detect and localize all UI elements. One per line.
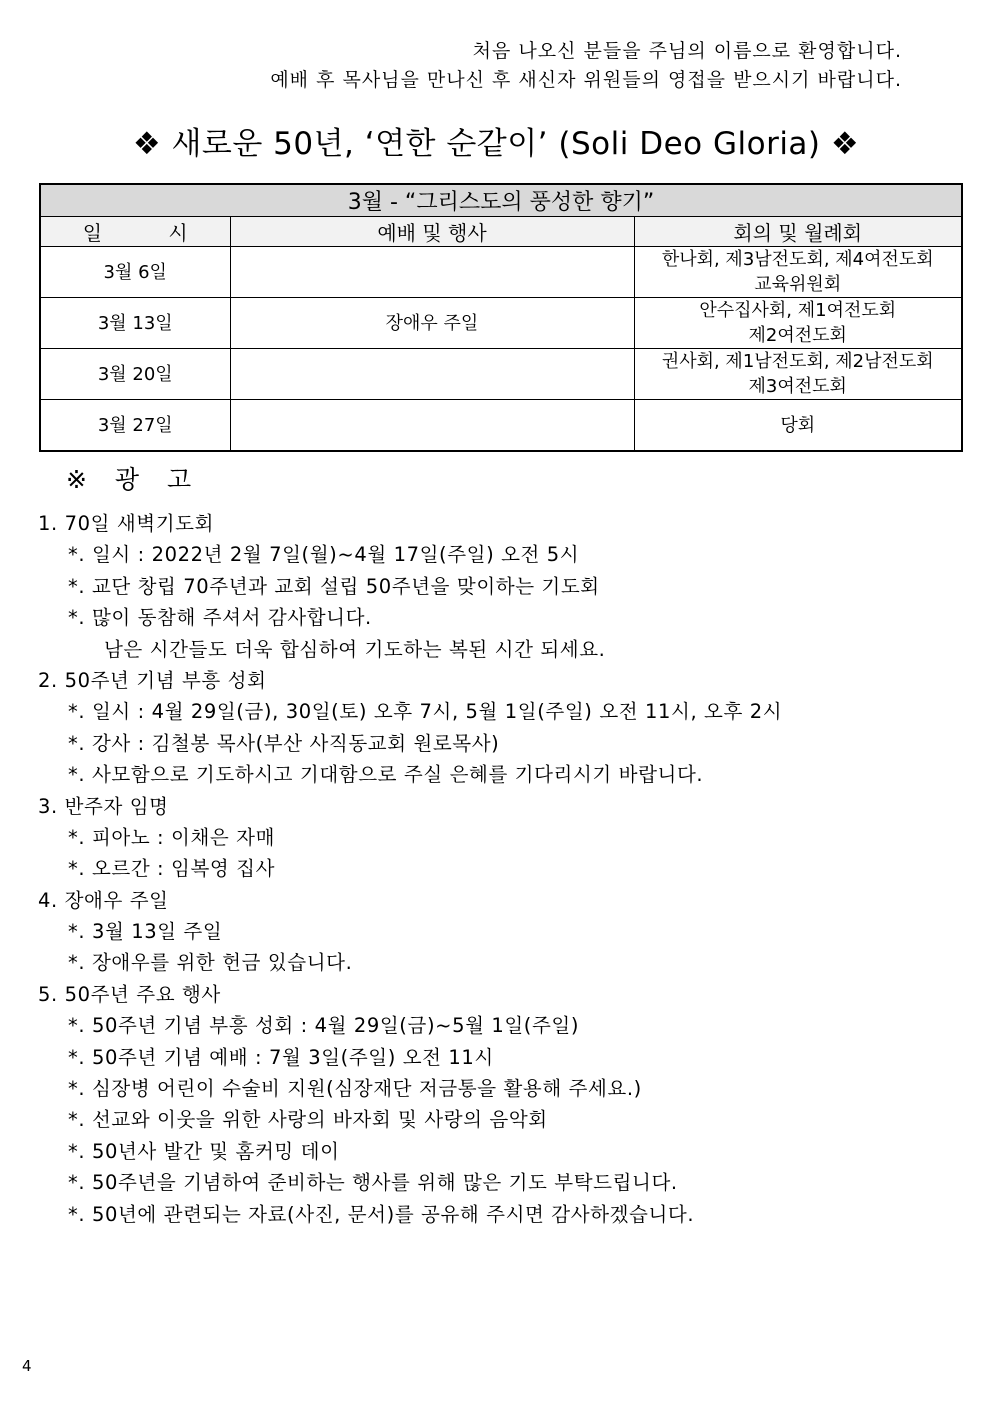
meeting-line: 안수집사회, 제1여전도회 xyxy=(699,300,897,321)
notice-heading: ※ 광 고 xyxy=(66,465,202,494)
meeting-line: 제2여전도회 xyxy=(748,325,847,346)
row-date: 3월 13일 xyxy=(40,298,230,349)
table-row xyxy=(40,298,962,349)
notice-line: *. 강사 : 김철봉 목사(부산 사직동교회 원로목사) xyxy=(68,731,500,755)
row-service xyxy=(230,400,634,452)
page-number: 4 xyxy=(22,1357,32,1375)
notice-line: *. 사모함으로 기도하시고 기대함으로 주실 은혜를 기다리시기 바랍니다. xyxy=(68,763,704,787)
notice-line: *. 50주년을 기념하여 준비하는 행사를 위해 많은 기도 부탁드립니다. xyxy=(68,1171,678,1195)
notice-title: 3. 반주자 임명 xyxy=(38,794,169,818)
row-date: 3월 20일 xyxy=(40,349,230,400)
row-meeting xyxy=(634,298,962,349)
welcome-line-1: 처음 나오신 분들을 주님의 이름으로 환영합니다. xyxy=(472,40,902,62)
notice-line: *. 심장병 어린이 수술비 지원(심장재단 저금통을 활용해 주세요.) xyxy=(68,1077,642,1101)
notice-title: 5. 50주년 주요 행사 xyxy=(38,982,221,1006)
row-date: 3월 6일 xyxy=(40,247,230,298)
notice-line: *. 많이 동참해 주셔서 감사합니다. xyxy=(68,606,372,630)
row-meeting xyxy=(634,400,962,452)
row-service: 장애우 주일 xyxy=(230,298,634,349)
notice-line: *. 오르간 : 임복영 집사 xyxy=(68,857,276,881)
meeting-line: 당회 xyxy=(780,414,816,436)
meeting-line: 권사회, 제1남전도회, 제2남전도회 xyxy=(661,351,934,372)
header-meeting: 회의 및 월례회 xyxy=(634,217,962,247)
notice-line: *. 50년에 관련되는 자료(사진, 문서)를 공유해 주시면 감사하겠습니다. xyxy=(68,1202,695,1226)
row-date: 3월 27일 xyxy=(40,400,230,452)
notice-title: 4. 장애우 주일 xyxy=(38,888,169,912)
meeting-line: 제3여전도회 xyxy=(748,376,847,397)
notice-line: *. 피아노 : 이채은 자매 xyxy=(68,825,276,849)
table-row xyxy=(40,349,962,400)
row-service xyxy=(230,247,634,298)
notice-line: *. 50년사 발간 및 홈커밍 데이 xyxy=(68,1139,340,1163)
notice-line: 남은 시간들도 더욱 합심하여 기도하는 복된 시간 되세요. xyxy=(104,637,606,661)
row-meeting xyxy=(634,349,962,400)
notice-title: 2. 50주년 기념 부흥 성회 xyxy=(38,668,267,692)
header-date: 일 시 xyxy=(40,217,230,247)
notice-line: *. 일시 : 2022년 2월 7일(월)~4월 17일(주일) 오전 5시 xyxy=(68,543,580,567)
notice-line: *. 일시 : 4월 29일(금), 30일(토) 오후 7시, 5월 1일(주일) 오전 11시, 오후 2시 xyxy=(68,700,783,724)
page-title: ❖ 새로운 50년, ‘연한 순같이’ (Soli Deo Gloria) ❖ xyxy=(132,126,860,162)
notice-line: *. 장애우를 위한 헌금 있습니다. xyxy=(68,951,353,975)
notice-line: *. 선교와 이웃을 위한 사랑의 바자회 및 사랑의 음악회 xyxy=(68,1108,548,1132)
notice-line: *. 50주년 기념 예배 : 7월 3일(주일) 오전 11시 xyxy=(68,1045,494,1069)
welcome-line-2: 예배 후 목사님을 만나신 후 새신자 위원들의 영접을 받으시기 바랍니다. xyxy=(270,69,902,91)
notice-title: 1. 70일 새벽기도회 xyxy=(38,512,215,535)
notice-line: *. 50주년 기념 부흥 성회 : 4월 29일(금)~5월 1일(주일) xyxy=(68,1014,580,1038)
announcement-list xyxy=(38,508,782,1230)
schedule-table xyxy=(39,183,963,452)
meeting-line: 교육위원회 xyxy=(754,274,842,295)
table-row xyxy=(40,400,962,452)
row-meeting xyxy=(634,247,962,298)
notice-line: *. 3월 13일 주일 xyxy=(68,920,223,944)
notice-line: *. 교단 창립 70주년과 교회 설립 50주년을 맞이하는 기도회 xyxy=(68,574,600,598)
schedule-caption: 3월 - “그리스도의 풍성한 향기” xyxy=(40,184,962,217)
meeting-line: 한나회, 제3남전도회, 제4여전도회 xyxy=(661,249,934,270)
table-row xyxy=(40,247,962,298)
row-service xyxy=(230,349,634,400)
header-service: 예배 및 행사 xyxy=(230,217,634,247)
